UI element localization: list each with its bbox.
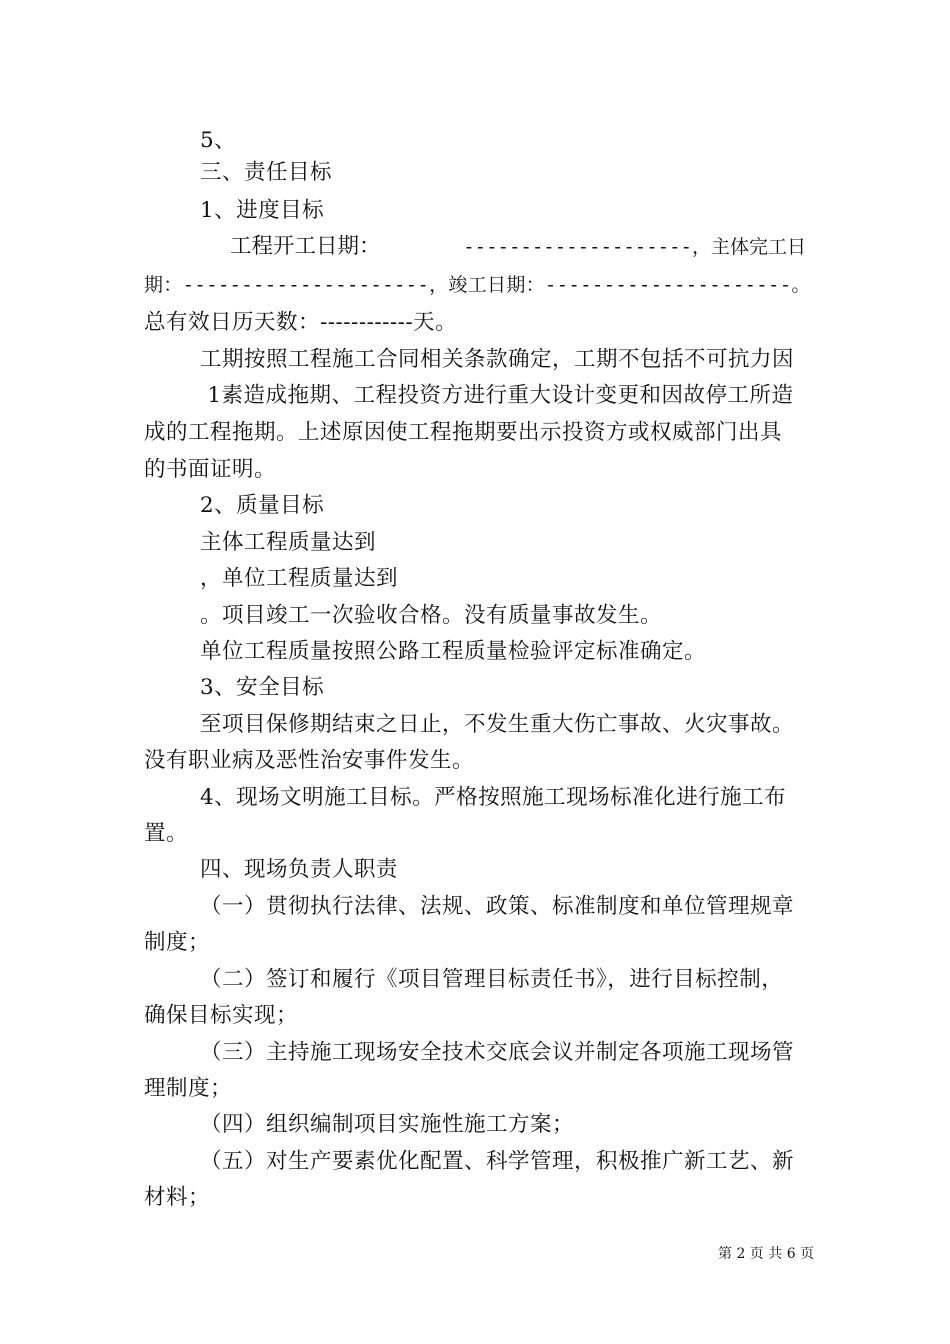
- text-line: 期：---------------------，竣工日期：---------------------。: [144, 274, 811, 296]
- paragraph-line: （四）组织编制项目实施性施工方案；: [200, 1112, 575, 1137]
- subsection-heading: 3、安全目标: [200, 675, 325, 700]
- paragraph-line: 至项目保修期结束之日止，不发生重大伤亡事故、火灾事故。: [200, 712, 795, 737]
- paragraph-line: 4、现场文明施工目标。严格按照施工现场标准化进行施工布: [200, 785, 787, 810]
- paragraph-line: 1素造成拖期、工程投资方进行重大设计变更和因故停工所造: [200, 383, 794, 408]
- text-line: 总有效日历天数：------------天。: [144, 310, 458, 335]
- paragraph-line: （一）贯彻执行法律、法规、政策、标准制度和单位管理规章: [200, 894, 795, 919]
- justified-line: [230, 232, 806, 262]
- paragraph-line: 没有职业病及恶性治安事件发生。: [144, 748, 475, 773]
- paragraph-line: （二）签订和履行《项目管理目标责任书》，进行目标控制，: [200, 967, 784, 992]
- text-line: 主体工程质量达到: [200, 530, 377, 555]
- text-line: ，单位工程质量达到: [200, 566, 399, 591]
- paragraph-line: （三）主持施工现场安全技术交底会议并制定各项施工现场管: [200, 1040, 795, 1065]
- paragraph-line: 工期按照工程施工合同相关条款确定，工期不包括不可抗力因: [200, 347, 795, 372]
- paragraph-line: 置。: [144, 821, 189, 846]
- text-line: --------------------，主体完工日: [463, 236, 806, 258]
- paragraph-line: 确保目标实现；: [144, 1003, 299, 1028]
- paragraph-line: 材料；: [144, 1185, 211, 1210]
- paragraph-line: 理制度；: [144, 1076, 233, 1101]
- text-line: 。项目竣工一次验收合格。没有质量事故发生。: [200, 603, 663, 628]
- paragraph-line: 的书面证明。: [144, 457, 277, 482]
- section-heading: 四、现场负责人职责: [200, 857, 399, 882]
- text-line: 单位工程质量按照公路工程质量检验评定标准确定。: [200, 639, 707, 664]
- section-heading: 三、责任目标: [200, 160, 333, 185]
- paragraph-line: 成的工程拖期。上述原因使工程拖期要出示投资方或权威部门出具: [144, 420, 783, 445]
- subsection-heading: 1、进度目标: [200, 198, 325, 223]
- paragraph-line: （五）对生产要素优化配置、科学管理，积极推广新工艺、新: [200, 1149, 795, 1174]
- paragraph-line: 制度；: [144, 930, 211, 955]
- text-line: 5、: [200, 128, 237, 153]
- subsection-heading: 2、质量目标: [200, 493, 325, 518]
- text-line: 工程开工日期：: [230, 234, 381, 259]
- page-number: 第 2 页 共 6 页: [718, 1246, 815, 1262]
